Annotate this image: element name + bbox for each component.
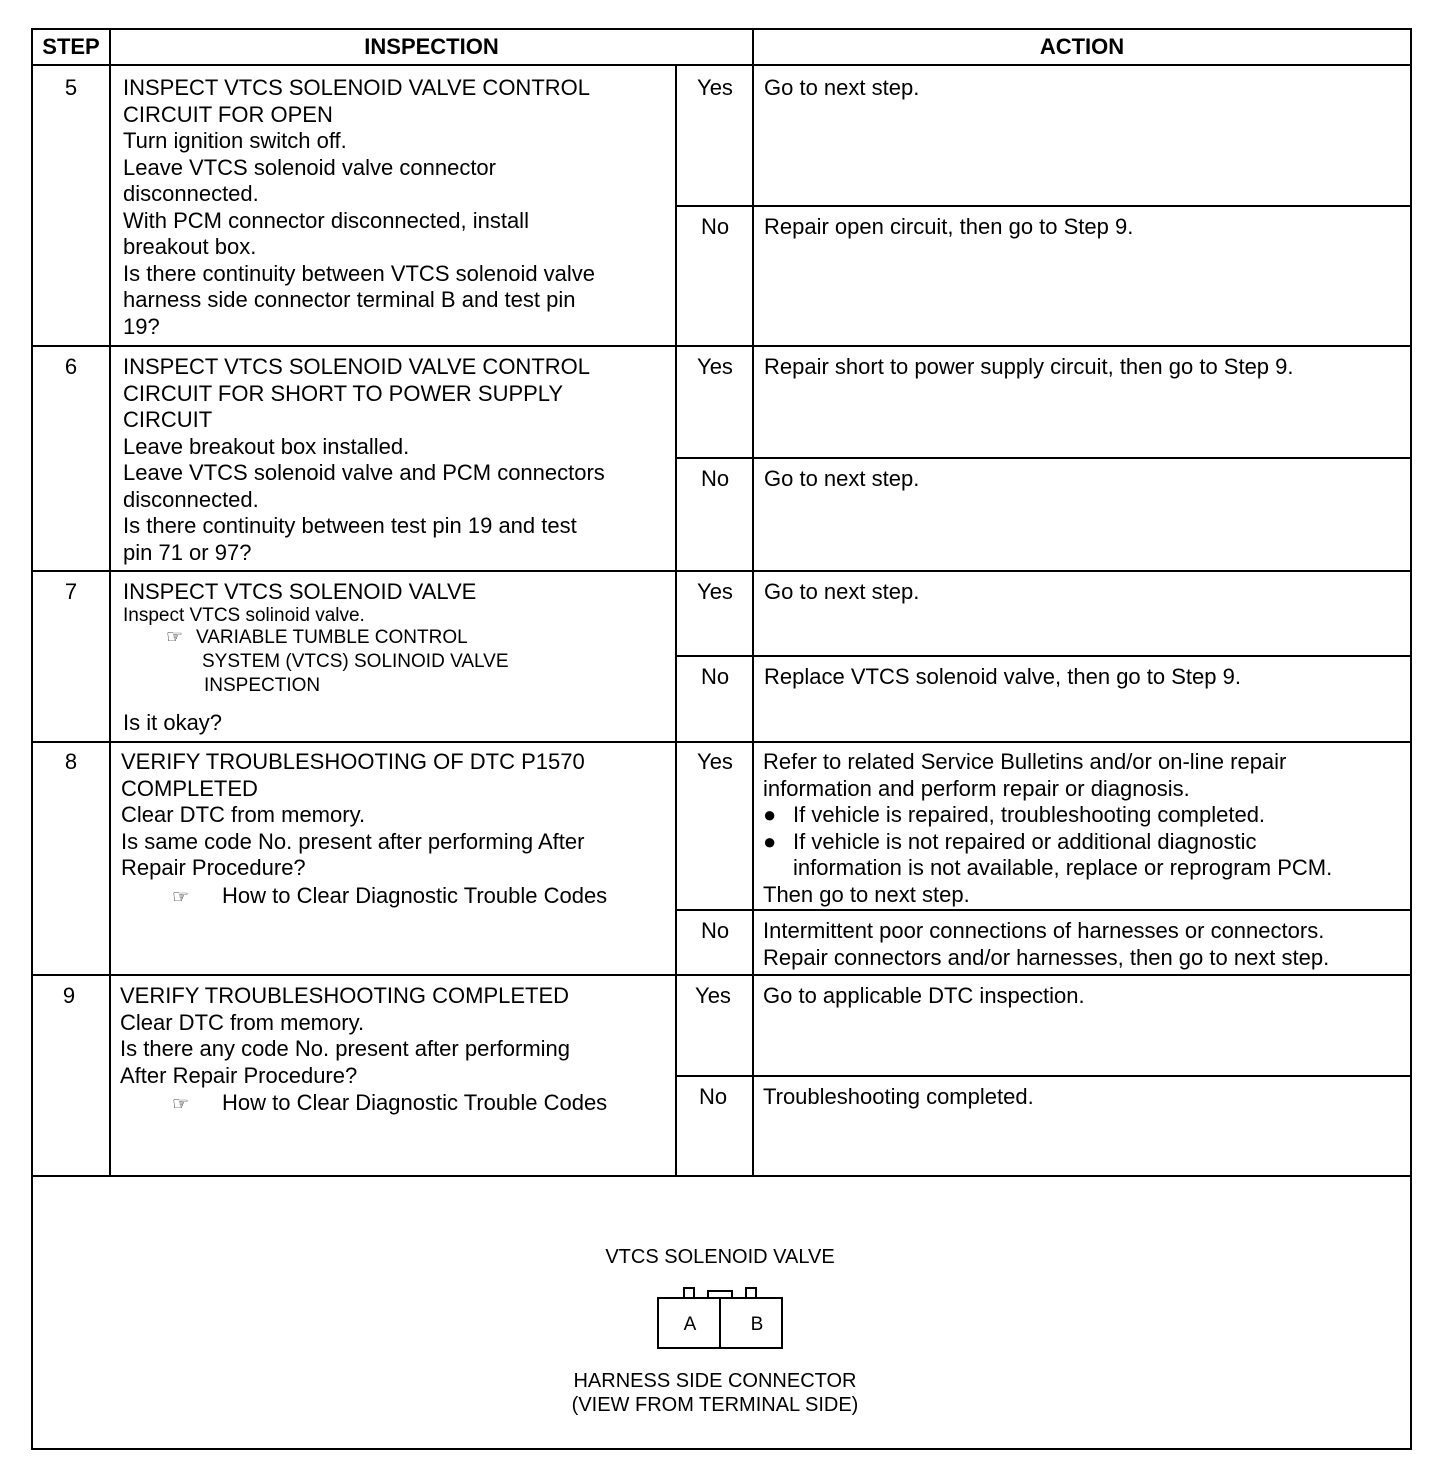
yes-label-5: Yes [697,75,733,100]
yes-no-divider-7 [676,655,1412,657]
no-label-9: No [698,1084,728,1109]
yes-label-6: Yes [697,354,733,379]
yes-label-8: Yes [697,749,733,774]
row-divider-8-9 [31,974,1412,976]
inspection-9: VERIFY TROUBLESHOOTING COMPLETED Clear DTC from memory. Is there any code No. present after performing After Repair Procedure? [120,983,571,1088]
yes-label-7: Yes [697,579,733,604]
connector-diagram [650,1280,790,1354]
no-label-5: No [700,214,730,239]
terminal-a-label: A [683,1314,697,1335]
bullet-icon: ● [763,828,777,854]
step-column-divider [109,28,111,1176]
no-action-5: Repair open circuit, then go to Step 9. [764,214,1134,239]
step-number-6: 6 [64,354,78,379]
reference-line-7c: INSPECTION [204,675,321,696]
hand-pointer-icon: ☞ [172,1094,190,1115]
yes-no-divider-9 [676,1075,1412,1077]
connector-latch-left [684,1288,694,1298]
reference-text-8: How to Clear Diagnostic Trouble Codes [222,883,608,908]
yes-action-9: Go to applicable DTC inspection. [763,983,1085,1008]
hand-pointer-icon: ☞ [166,627,184,648]
inspection-title-7: INSPECT VTCS SOLENOID VALVE [123,579,477,604]
no-action-6: Go to next step. [764,466,920,491]
yes-label-9: Yes [695,983,731,1008]
inspection-question-7: Is it okay? [123,710,223,735]
header-action: ACTION [1039,34,1125,59]
step-number-5: 5 [64,75,78,100]
step-number-7: 7 [64,579,78,604]
yes-no-divider-8 [676,909,1412,911]
inspection-5: INSPECT VTCS SOLENOID VALVE CONTROL CIRCUIT FOR OPEN Turn ignition switch off. Leave VTCS solenoid valve connector disconnected. With PCM connector disconnected, install breakout box. Is there continuity between VTCS solenoid valve harness side connector terminal B and test pin 19? [123,75,596,339]
connector-latch-center [708,1291,732,1298]
no-label-7: No [700,664,730,689]
reference-text-9: How to Clear Diagnostic Trouble Codes [222,1090,608,1115]
header-step: STEP [42,34,100,59]
row-divider-5-6 [31,345,1412,347]
yes-action-5: Go to next step. [764,75,920,100]
row-divider-6-7 [31,570,1412,572]
yes-action-7: Go to next step. [764,579,920,604]
no-label-6: No [700,466,730,491]
step-number-8: 8 [64,749,78,774]
reference-8 [172,883,607,912]
yes-no-divider-5 [676,205,1412,207]
reference-line-7a: VARIABLE TUMBLE CONTROL [196,627,468,648]
yes-action-6: Repair short to power supply circuit, then go to Step 9. [764,354,1294,379]
table-bottom-divider [31,1175,1412,1177]
row-divider-7-8 [31,741,1412,743]
terminal-b-label: B [750,1314,764,1335]
no-label-8: No [700,918,730,943]
inspection-6: INSPECT VTCS SOLENOID VALVE CONTROL CIRCUIT FOR SHORT TO POWER SUPPLY CIRCUIT Leave breakout box installed. Leave VTCS solenoid valve and PCM connectors disconnected. Is there continuity between test pin 19 and test pin 71 or 97? [123,354,605,565]
header-inspection: INSPECTION [364,34,499,59]
yes-action-8: Refer to related Service Bulletins and/or on-line repair information and perform repair or diagnosis. ● If vehicle is repaired, troubleshooting completed. ● If vehicle is not repaired or additional diagnostic information is not available, replace or reprogram PCM. Then go to next step. [763,749,1333,907]
reference-line-7b: SYSTEM (VTCS) SOLINOID VALVE [202,651,509,672]
reference-9 [172,1090,607,1119]
inspection-8: VERIFY TROUBLESHOOTING OF DTC P1570 COMPLETED Clear DTC from memory. Is same code No. present after performing After Repair Procedure? [121,749,585,880]
no-action-8: Intermittent poor connections of harnesses or connectors. Repair connectors and/or harnesses, then go to next step. [763,918,1330,970]
yes-no-divider-6 [676,457,1412,459]
diagram-title: VTCS SOLENOID VALVE [605,1246,835,1268]
no-action-9: Troubleshooting completed. [763,1084,1034,1109]
hand-pointer-icon: ☞ [172,887,190,908]
diagram-caption: HARNESS SIDE CONNECTOR (VIEW FROM TERMINAL SIDE) [571,1370,859,1416]
connector-latch-right [746,1288,756,1298]
no-action-7: Replace VTCS solenoid valve, then go to Step 9. [764,664,1241,689]
step-number-9: 9 [62,983,76,1008]
inspection-sub-7: Inspect VTCS solinoid valve. [123,605,365,626]
bullet-icon: ● [763,802,777,827]
reference-7 [166,626,509,698]
